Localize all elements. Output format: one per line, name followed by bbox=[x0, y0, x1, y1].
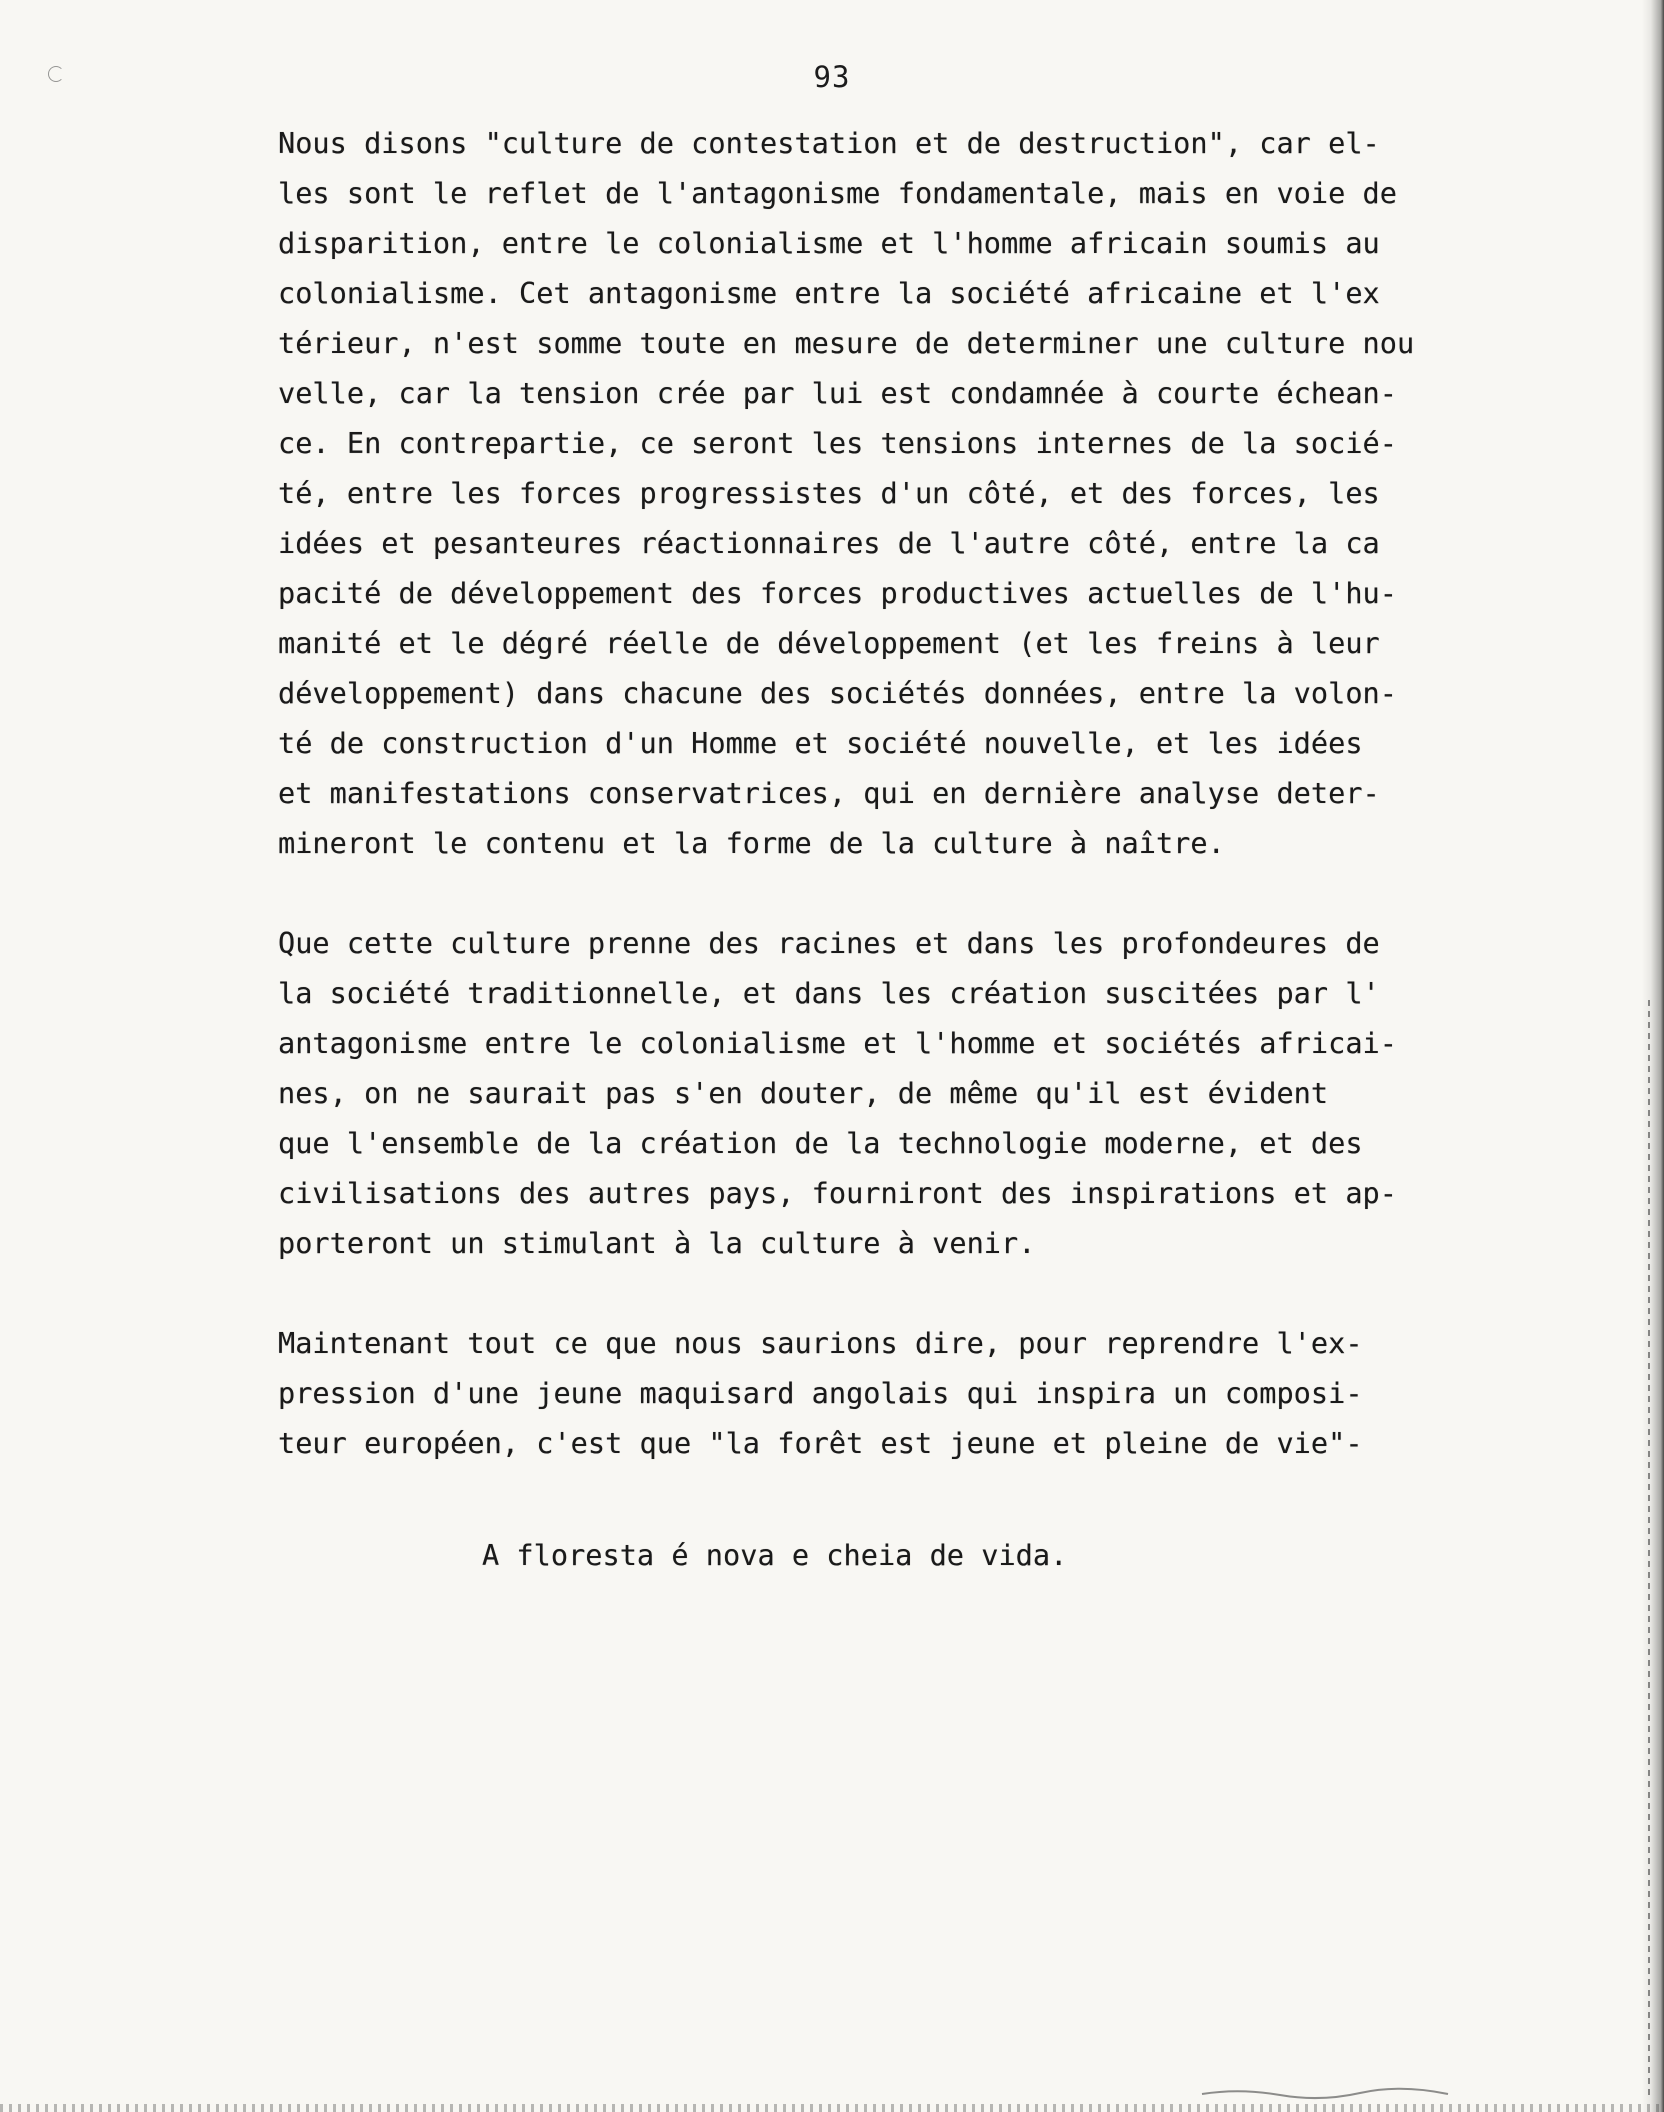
text-line: té de construction d'un Homme et société nouvelle, et les idées bbox=[278, 726, 1363, 760]
text-line: antagonisme entre le colonialisme et l'homme et sociétés africai- bbox=[278, 1026, 1397, 1060]
text-line: idées et pesanteures réactionnaires de l'autre côté, entre la ca bbox=[278, 526, 1380, 560]
text-line: teur européen, c'est que "la forêt est jeune et pleine de vie"- bbox=[278, 1426, 1363, 1460]
text-line: disparition, entre le colonialisme et l'homme africain soumis au bbox=[278, 226, 1380, 260]
scan-edge-bottom bbox=[0, 2104, 1664, 2112]
text-line: pression d'une jeune maquisard angolais qui inspira un composi- bbox=[278, 1376, 1363, 1410]
text-line: et manifestations conservatrices, qui en dernière analyse deter- bbox=[278, 776, 1380, 810]
text-line: nes, on ne saurait pas s'en douter, de même qu'il est évident bbox=[278, 1076, 1329, 1110]
text-line: civilisations des autres pays, fourniront des inspirations et ap- bbox=[278, 1176, 1397, 1210]
closing-quote: A floresta é nova e cheia de vida. bbox=[482, 1538, 1068, 1572]
body-text bbox=[278, 118, 1608, 1468]
text-line: pacité de développement des forces productives actuelles de l'hu- bbox=[278, 576, 1397, 610]
scan-edge-right bbox=[1642, 0, 1664, 2112]
text-line: les sont le reflet de l'antagonisme fondamentale, mais en voie de bbox=[278, 176, 1397, 210]
text-line: té, entre les forces progressistes d'un côté, et des forces, les bbox=[278, 476, 1380, 510]
paragraph-1 bbox=[278, 118, 1608, 868]
text-line: Que cette culture prenne des racines et dans les profondeures de bbox=[278, 926, 1380, 960]
text-line: Maintenant tout ce que nous saurions dire, pour reprendre l'ex- bbox=[278, 1326, 1363, 1360]
paragraph-2 bbox=[278, 918, 1608, 1268]
text-line: manité et le dégré réelle de développement (et les freins à leur bbox=[278, 626, 1380, 660]
text-line: porteront un stimulant à la culture à venir. bbox=[278, 1226, 1036, 1260]
text-line: que l'ensemble de la création de la technologie moderne, et des bbox=[278, 1126, 1363, 1160]
text-line: térieur, n'est somme toute en mesure de determiner une culture nou bbox=[278, 326, 1415, 360]
paragraph-gap bbox=[278, 1268, 1608, 1318]
text-line: velle, car la tension crée par lui est condamnée à courte échean- bbox=[278, 376, 1397, 410]
text-line: Nous disons "culture de contestation et de destruction", car el- bbox=[278, 126, 1380, 160]
paragraph-gap bbox=[278, 868, 1608, 918]
scan-edge-dashes bbox=[1648, 1000, 1650, 2100]
page-number: 93 bbox=[813, 60, 851, 94]
text-line: développement) dans chacune des sociétés données, entre la volon- bbox=[278, 676, 1397, 710]
paragraph-3 bbox=[278, 1318, 1608, 1468]
text-line: ce. En contrepartie, ce seront les tensions internes de la socié- bbox=[278, 426, 1397, 460]
text-line: mineront le contenu et la forme de la culture à naître. bbox=[278, 826, 1225, 860]
scribble-icon bbox=[1200, 2086, 1450, 2100]
text-line: la société traditionnelle, et dans les création suscitées par l' bbox=[278, 976, 1380, 1010]
text-line: colonialisme. Cet antagonisme entre la société africaine et l'ex bbox=[278, 276, 1380, 310]
